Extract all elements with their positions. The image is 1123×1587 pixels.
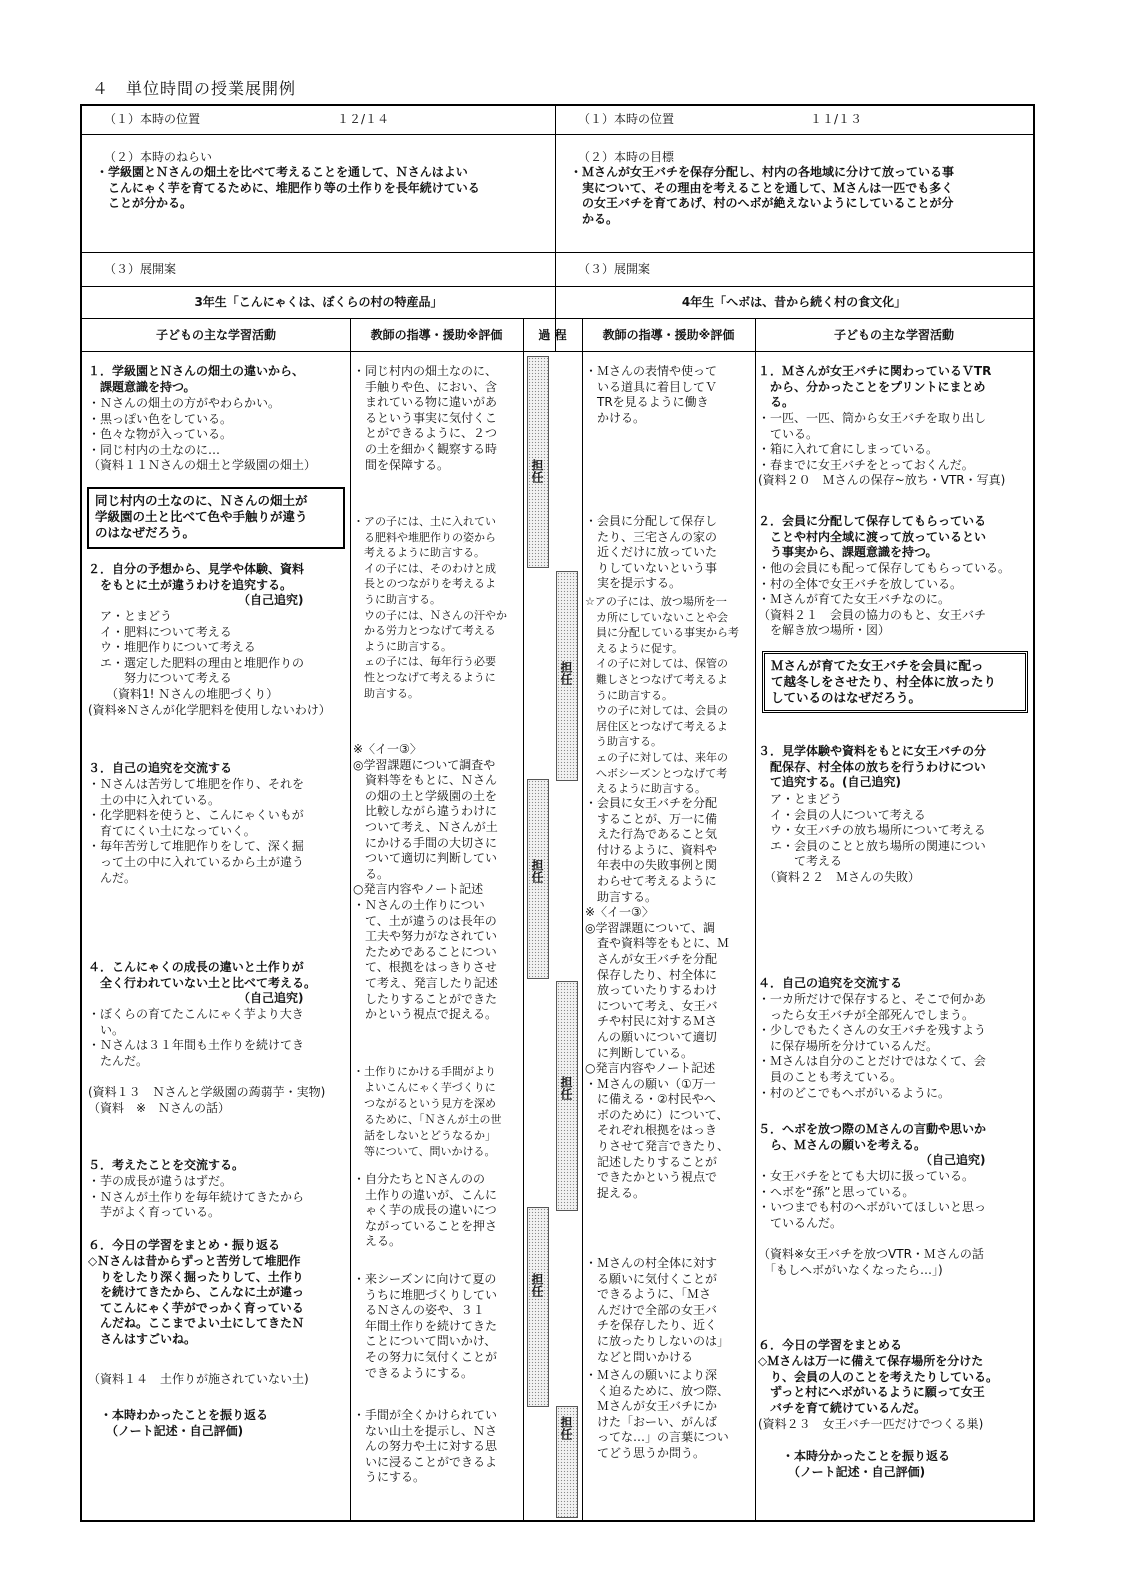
left-teacher-5: ・自分たちとＮさんのの 土作りの違いが、こんに ゃく芋の成長の違いにつ ながっていることを押さ える。 bbox=[353, 1172, 498, 1249]
left-teacher-4: ・土作りにかける手間がより よいこんにゃく芋づくりに つながるという見方を深め るために、「Ｎさんが土の世 話をしないとどうなるか」 等について、問いかける。 bbox=[353, 1065, 502, 1158]
right-step-1-items: ・一匹、一匹、筒から女王バチを取り出し ている。 ・箱に入れて倉にしまっている。 ・春までに女王バチをとっておくんだ。 (資料２０ Ｍさんの保存~放ち・VTR・写真) bbox=[758, 411, 1006, 488]
lesson-plan-table bbox=[80, 104, 1035, 1522]
left-step-3: ３．自己の追究を交流する bbox=[88, 761, 233, 775]
left-step-6-end: ・本時わかったことを振り返る （ノート記述・自己評価) bbox=[100, 1408, 269, 1438]
left-aim-label: （２）本時のねらい bbox=[104, 150, 213, 164]
left-question-box: 同じ村内の土なのに、Ｎさんの畑土が 学級園の土と比べて色や手触りが違う のはなぜだろう。 bbox=[87, 487, 345, 549]
left-teacher-2: ・アの子には、土に入れてい る肥料や堆肥作りの姿から 考えるように助言する。 イの子には、そのわけと成 長とのつながりを考えるよ うに助言する。 ウの子には、Ｎさんの汗やか かる労力とつなげて考える ように助言する。 ェの子には、毎年行う必要 性とつなげて考えるように 助言する。 bbox=[353, 515, 507, 700]
col-divider bbox=[582, 318, 583, 1522]
left-col-child-header: 子どもの主な学習活動 bbox=[155, 328, 276, 342]
left-step-1: １．学級園とＮさんの畑土の違いから、 課題意識を持つ。 bbox=[88, 364, 305, 394]
left-teacher-7: ・手間が全くかけられてい ない山土を提示し、Ｎさ んの努力や土に対する思 いに浸ることができるよ うにする。 bbox=[353, 1408, 498, 1485]
tannin-label: 担任 bbox=[530, 859, 544, 883]
right-teacher-4: ・会員に女王バチを分配 することが、万一に備 えた行為であること気 付けるように、資料や 年表中の失敗事例と関 わらせて考えるように 助言する。 ※〈イ一③〉 ◎学習課題について、調 査や資料等をもとに、Ｍ さんが女王バチを分配 保存したり、村全体に 放っていたりするわけ について考え、女王バ チや村民に対するＭさ んの願いについて適切 に判断している。 ○発言内容やノート記述 ・Ｍさんの願い（①万一 に備える・②村民やへ ボのために）について、 それぞれ根拠をはっき りさせて発言できたり、 記述したりすることが できたかという視点で 捉える。 bbox=[585, 796, 730, 1200]
tannin-label: 担任 bbox=[559, 661, 573, 685]
col-divider bbox=[755, 318, 756, 1522]
left-step-4: ４．こんにゃくの成長の違いと土作りが 全く行われていない土と比べて考える。 （自己追究) bbox=[88, 960, 317, 1006]
right-teacher-6: ・Ｍさんの願いにより深 く迫るために、放つ際、 Ｍさんが女王バチにか けた「おーい、がんば ってな…」の言葉につい てどう思うか問う。 bbox=[585, 1368, 730, 1460]
tannin-label: 担任 bbox=[559, 1076, 573, 1100]
right-step-3: ３．見学体験や資料をもとに女王バチの分 配保存、村全体の放ちを行うわけについ て追究する。(自己追究) bbox=[758, 744, 987, 790]
left-aim-text: ・学級園とＮさんの畑土を比べて考えることを通して、Ｎさんはよい こんにゃく芋を育てるために、堆肥作り等の土作りを長年続けている ことが分かる。 bbox=[96, 165, 480, 211]
right-step-5-items: ・女王バチをとても大切に扱っている。 ・へボを“孫”と思っている。 ・いつまでも村のへボがいてほしいと思っ ているんだ。 （資料※女王バチを放つVTR・Ｍさんの話 「もしへボがいなくなったら…」) bbox=[758, 1169, 987, 1277]
center-divider bbox=[555, 106, 556, 351]
right-step-6-note: (資料２３ 女王バチ一匹だけでつくる巣) bbox=[758, 1417, 984, 1431]
right-step-2-items: ・他の会員にも配って保存してもらっている。 ・村の全体で女王バチを放している。 ・Ｍさんが育てた女王バチなのに。 （資料２１ 会員の協力のもと、女王バチ を解き放つ場所・図） bbox=[758, 561, 1011, 638]
right-step-6-items: ◇Ｍさんは万一に備えて保存場所を分けた り、会員の人のことを考えたりしている。 ずっと村にへボがいるように願って女王 バチを育て続けているんだ。 bbox=[758, 1354, 999, 1415]
right-teacher-5: ・Ｍさんの村全体に対す る願いに気付くことが できるように、「Ｍさ んだけで全部の女王バ チを保存したり、近く に放ったりしないのは」 などと問いかける bbox=[585, 1256, 730, 1364]
left-step-2: ２．自分の予想から、見学や体験、資料 をもとに土が違うわけを追究する。 （自己追究) bbox=[88, 562, 305, 608]
left-step-6-note: （資料１４ 土作りが施されていない土) bbox=[88, 1372, 309, 1386]
left-step-1-items: ・Ｎさんの畑土の方がやわらかい。 ・黒っぽい色をしている。 ・色々な物が入っている。 ・同じ村内の土なのに… （資料１１Ｎさんの畑土と学級園の畑土） bbox=[88, 396, 317, 473]
tannin-label: 担任 bbox=[530, 459, 544, 483]
left-teacher-1: ・同じ村内の畑土なのに、 手触りや色、におい、含 まれている物に違いがあ るという事実に気付くこ とができるように、２つ の土を細かく観察する時 間を保障する。 bbox=[353, 364, 498, 472]
col-divider bbox=[523, 318, 524, 1522]
right-step-4: ４．自己の追究を交流する bbox=[758, 976, 903, 990]
row-divider bbox=[82, 134, 1033, 135]
right-position-value: １１/１３ bbox=[810, 112, 863, 126]
right-question-box: Ｍさんが育てた女王バチを会員に配っ て越冬しをさせたり、村全体に放ったり しているのはなぜだろう。 bbox=[762, 651, 1028, 713]
right-step-1: １．Ｍさんが女王バチに関わっているＶTR から、分かったことをプリントにまとめ る。 bbox=[758, 364, 992, 410]
section-heading: ４ 単位時間の授業展開例 bbox=[92, 79, 297, 98]
row-divider bbox=[82, 351, 1033, 352]
left-plan-label: （３）展開案 bbox=[104, 262, 177, 276]
col-process-header: 過 程 bbox=[538, 328, 567, 342]
right-position-label: （１）本時の位置 bbox=[578, 112, 675, 126]
left-teacher-3: ※〈イ一③〉 ◎学習課題について調査や 資料等をもとに、Ｎさん の畑の土と学級園の土を 比較しながら違うわけに ついて考え、Ｎさんが土 にかける手間の大切さに ついて適切に判断してい る。 ○発言内容やノート記述 ・Ｎさんの土作りについ て、土が違うのは長年の 工夫や努力がなされてい たためであることについ て、根拠をはっきりさせ て考え、発言したり記述 したりすることができた かという視点で捉える。 bbox=[353, 742, 498, 1022]
tannin-label: 担任 bbox=[559, 1416, 573, 1440]
right-teacher-2: ・会員に分配して保存し たり、三宅さんの家の 近くだけに放っていた りしていないという事 実を提示する。 bbox=[585, 514, 718, 591]
left-step-4-items: ・ぼくらの育てたこんにゃく芋より大き い。 ・Ｎさんは３１年間も土作りを続けてき たんだ。 (資料１３ Ｎさんと学級園の蒟蒻芋・実物) （資料 ※ Ｎさんの話） bbox=[88, 1007, 326, 1115]
left-teacher-6: ・来シーズンに向けて夏の うちに堆肥づくりしてい るＮさんの姿や、３１ 年間土作りを続けてきた ことについて問いかけ、 その努力に気付くことが できるようにする。 bbox=[353, 1272, 498, 1380]
row-divider bbox=[82, 252, 1033, 253]
left-step-6-items: ◇Ｎさんは昔からずっと苦労して堆肥作 りをしたり深く掘ったりして、土作り を続けてきたから、こんなに土が違っ てこんにゃく芋がでっかく育っている んだね。ここまでよい土にしてきたＮ さんはすごいね。 bbox=[88, 1254, 305, 1346]
right-step-6: ６．今日の学習をまとめる bbox=[758, 1338, 903, 1352]
left-step-6: ６．今日の学習をまとめ・振り返る bbox=[88, 1238, 281, 1252]
left-step-2-items: ア・とまどう イ・肥料について考える ウ・堆肥作りについて考える エ・選定した肥料の理由と堆肥作りの 努力について考える （資料1! Ｎさんの堆肥づくり） (資料※Ｎさんが化学肥料を使用しないわけ） bbox=[88, 609, 331, 717]
right-step-2: ２．会員に分配して保存してもらっている ことや村内全域に渡って放っているとい う事実から、課題意識を持つ。 bbox=[758, 514, 987, 560]
left-step-5: ５．考えたことを交流する。 bbox=[88, 1158, 245, 1172]
right-aim-text: ・Ｍさんが女王バチを保存分配し、村内の各地域に分けて放っている事 実について、その理由を考えることを通して、Ｍさんは一匹でも多く の女王バチを育てあげ、村のへボが絶えないようにしていることが分 かる。 bbox=[570, 165, 955, 226]
row-divider bbox=[82, 318, 1033, 319]
left-col-teacher-header: 教師の指導・援助※評価 bbox=[370, 328, 503, 342]
right-teacher-1: ・Ｍさんの表情や使って いる道具に着目してＶ TRを見るように働き かける。 bbox=[585, 364, 718, 425]
right-teacher-3: ☆アの子には、放つ場所を一 カ所にしていないことや会 員に分配している事実から考 えるように促す。 イの子に対しては、保管の 難しさとつなげて考えるよ うに助言する。 ウの子に対しては、会員の 居住区とつなげて考えるよ う助言する。 ェの子に対しては、来年の へボシーズンとつなげて考 えるように助言する。 bbox=[585, 595, 739, 796]
right-aim-label: （２）本時の目標 bbox=[578, 150, 675, 164]
right-step-4-items: ・一カ所だけで保存すると、そこで何かあ ったら女王バチが全部死んでしまう。 ・少しでもたくさんの女王バチを残すよう に保存場所を分けているんだ。 ・Ｍさんは自分のことだけではなくて、会 員のことも考えている。 ・村のどこでもへボがいるように。 bbox=[758, 992, 987, 1100]
right-col-teacher-header: 教師の指導・援助※評価 bbox=[602, 328, 735, 342]
right-step-5: ５．へボを放つ際のＭさんの言動や思いか ら、Ｍさんの願いを考える。 （自己追究) bbox=[758, 1122, 987, 1168]
right-step-3-items: ア・とまどう イ・会員の人について考える ウ・女王バチの放ち場所について考える エ・会員のことと放ち場所の関連につい て考える （資料２２ Ｍさんの失敗） bbox=[770, 792, 986, 884]
right-grade-title: 4年生「へボは、昔から続く村の食文化」 bbox=[681, 295, 907, 309]
row-divider bbox=[82, 286, 1033, 287]
col-divider bbox=[350, 318, 351, 1522]
left-step-3-items: ・Ｎさんは苦労して堆肥を作り、それを 土の中に入れている。 ・化学肥料を使うと、こんにゃくいもが 育てにくい土になっていく。 ・毎年苦労して堆肥作りをして、深く掘 って土の中に入れているから土が違う んだ。 bbox=[88, 777, 305, 885]
process-shade bbox=[527, 1207, 549, 1407]
right-plan-label: （３）展開案 bbox=[578, 262, 651, 276]
left-position-label: （１）本時の位置 bbox=[104, 112, 201, 126]
left-grade-title: 3年生「こんにゃくは、ぼくらの村の特産品」 bbox=[194, 295, 443, 309]
right-col-child-header: 子どもの主な学習活動 bbox=[833, 328, 954, 342]
tannin-label: 担任 bbox=[530, 1273, 544, 1297]
left-step-5-items: ・芋の成長が違うはずだ。 ・Ｎさんが土作りを毎年続けてきたから 芋がよく育っている。 bbox=[88, 1174, 305, 1220]
left-position-value: １２/１４ bbox=[337, 112, 390, 126]
right-step-6-end: ・本時分かったことを振り返る （ノート記述・自己評価) bbox=[782, 1449, 951, 1479]
